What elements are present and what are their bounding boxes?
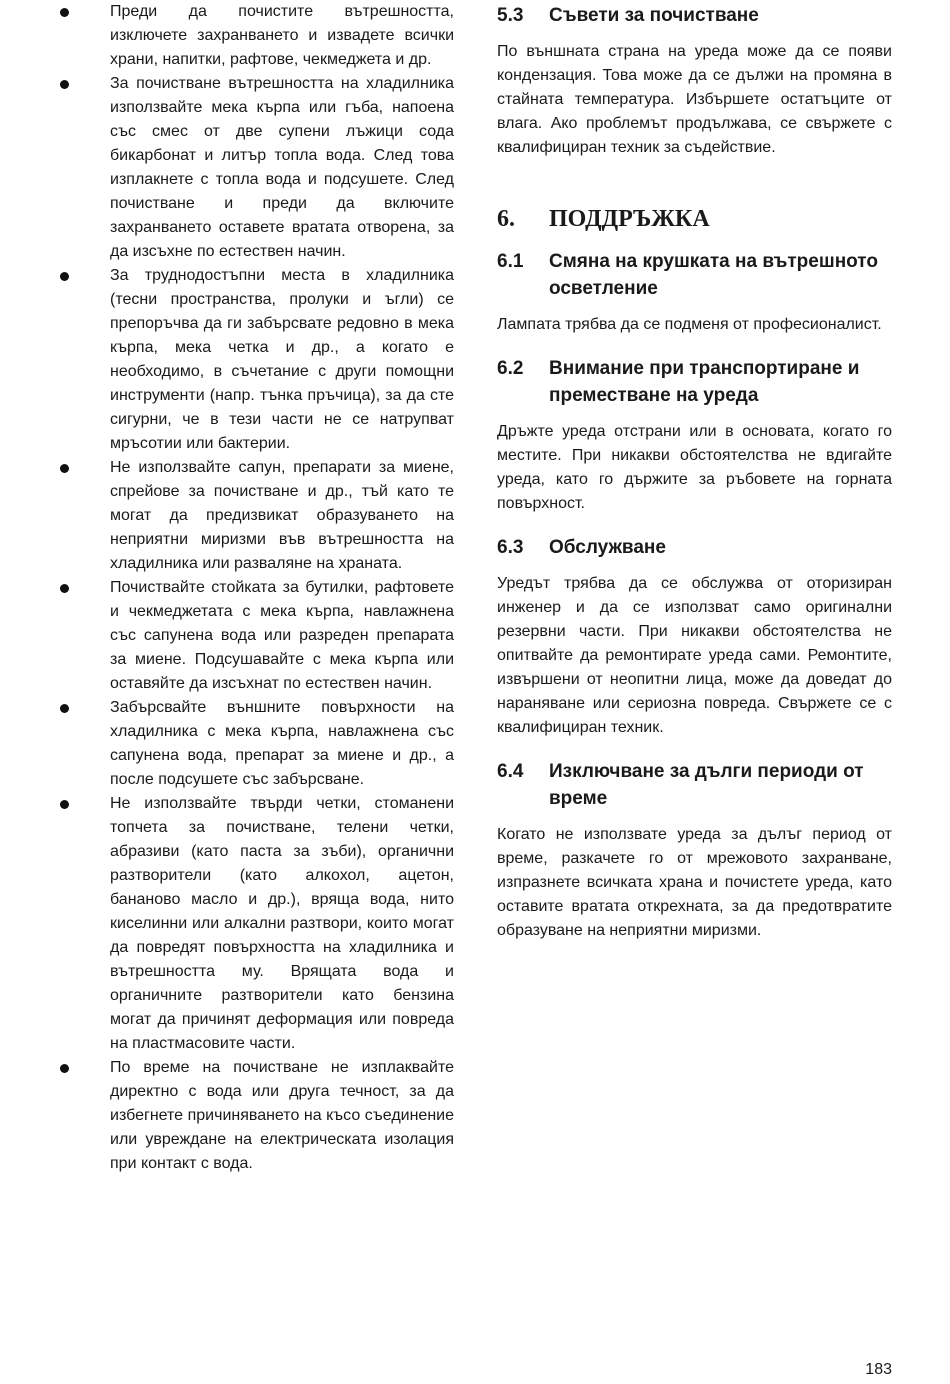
bullet-icon	[60, 1064, 69, 1073]
left-column	[60, 0, 454, 1176]
list-item	[60, 72, 454, 264]
list-item-text: За труднодостъпни места в хладилника (тесни пространства, пролуки и ъгли) се препоръчва да ги забърсвате редовно в мека кърпа, мека четка и др., а когато е необходимо, в съчетание с други помощни инструменти (напр. тънка пръчица), за да сте сигурни, че в тези части не се натрупват мръсотии или бактерии.	[110, 267, 454, 452]
bullet-icon	[60, 800, 69, 809]
chapter-title: ПОДДРЪЖКА	[549, 206, 710, 232]
section-heading-5-3	[497, 2, 892, 29]
section-text-6-1: Лампата трябва да се подменя от професионалист.	[497, 316, 882, 333]
bullet-icon	[60, 80, 69, 89]
section-title: Изключване за дълги периоди от време	[549, 761, 864, 809]
chapter-number: 6.	[497, 206, 515, 232]
section-text-6-4: Когато не използвате уреда за дълъг период от време, разкачете го от мрежовото захранване, изпразнете всичката храна и почистете уреда, като оставите вратата открехната, за да предотвратите образуване на неприятни миризми.	[497, 826, 892, 939]
bullet-icon	[60, 272, 69, 281]
list-item-text: Не използвайте сапун, препарати за миене, спрейове за почистване и др., тъй като те могат да предизвикат образуването на неприятни миризми във вътрешността на хладилника или разваляне на храната.	[110, 459, 454, 572]
list-item-text: Не използвайте твърди четки, стоманени топчета за почистване, телени четки, абразиви (като паста за зъби), органични разтворители (като алкохол, ацетон, бананово масло и др.), вряща вода, нито киселинни или алкални разтвори, които могат да повредят повърхността на хладилника и вътрешността му. Врящата вода и органичните разтворители като бензина могат да причинят деформация или повреда на пластмасовите части.	[110, 795, 454, 1052]
list-item	[60, 456, 454, 576]
list-item	[60, 1056, 454, 1176]
section-number: 6.4	[497, 761, 524, 782]
chapter-heading-6	[497, 204, 892, 234]
section-title: Смяна на крушката на вътрешното осветление	[549, 251, 878, 299]
section-text-5-3: По външната страна на уреда може да се появи кондензация. Това може да се дължи на промяна в стайната температура. Избършете остатъците от влага. Ако проблемът продължава, се свържете с квалифициран техник за съдействие.	[497, 43, 892, 156]
list-item	[60, 0, 454, 72]
section-heading-6-2	[497, 355, 892, 409]
page-number: 183	[865, 1361, 892, 1378]
section-number: 5.3	[497, 5, 524, 26]
list-item-text: Преди да почистите вътрешността, изключете захранването и извадете всички храни, напитки, рафтове, чекмеджета и др.	[110, 3, 454, 68]
list-item-text: По време на почистване не изплаквайте директно с вода или друга течност, за да избегнете причиняването на късо съединение или увреждане на електрическата изолация при контакт с вода.	[110, 1059, 454, 1172]
section-title: Внимание при транспортиране и преместване на уреда	[549, 358, 860, 406]
list-item	[60, 576, 454, 696]
bullet-icon	[60, 704, 69, 713]
section-heading-6-3	[497, 534, 892, 561]
section-heading-6-1	[497, 248, 892, 302]
list-item	[60, 696, 454, 792]
section-number: 6.3	[497, 537, 524, 558]
section-text-6-3: Уредът трябва да се обслужва от оторизиран инженер и да се използват само оригинални резервни части. При никакви обстоятелства не опитвайте да ремонтирате уреда сами. Ремонтите, извършени от неопитни лица, може да доведат до нараняване или сериозна повреда. Свържете се с квалифициран техник.	[497, 575, 892, 736]
list-item-text: За почистване вътрешността на хладилника използвайте мека кърпа или гъба, напоена със смес от две супени лъжици сода бикарбонат и литър топла вода. След това изплакнете с топла вода и подсушете. След почистване и преди да включите захранването оставете вратата отворена, за да изсъхне по естествен начин.	[110, 75, 454, 260]
list-item	[60, 792, 454, 1056]
bullet-icon	[60, 8, 69, 17]
section-text-6-2: Дръжте уреда отстрани или в основата, когато го местите. При никакви обстоятелства не вдигайте уреда, като го държите за ръбовете на горната повърхност.	[497, 423, 892, 512]
right-column	[497, 0, 892, 943]
section-title: Съвети за почистване	[549, 5, 759, 26]
list-item-text: Почиствайте стойката за бутилки, рафтовете и чекмеджетата с мека кърпа, навлажнена със сапунена вода или разреден препарата за миене. Подсушавайте с мека кърпа или оставяйте да изсъхнат по естествен начин.	[110, 579, 454, 692]
section-number: 6.1	[497, 251, 524, 272]
bullet-icon	[60, 464, 69, 473]
section-number: 6.2	[497, 358, 524, 379]
list-item	[60, 264, 454, 456]
section-heading-6-4	[497, 758, 892, 812]
cleaning-instructions-list	[60, 0, 454, 1176]
list-item-text: Забърсвайте външните повърхности на хладилника с мека кърпа, навлажнена със сапунена вода, препарат за миене и др., а после подсушете със забърсване.	[110, 699, 454, 788]
bullet-icon	[60, 584, 69, 593]
section-title: Обслужване	[549, 537, 666, 558]
